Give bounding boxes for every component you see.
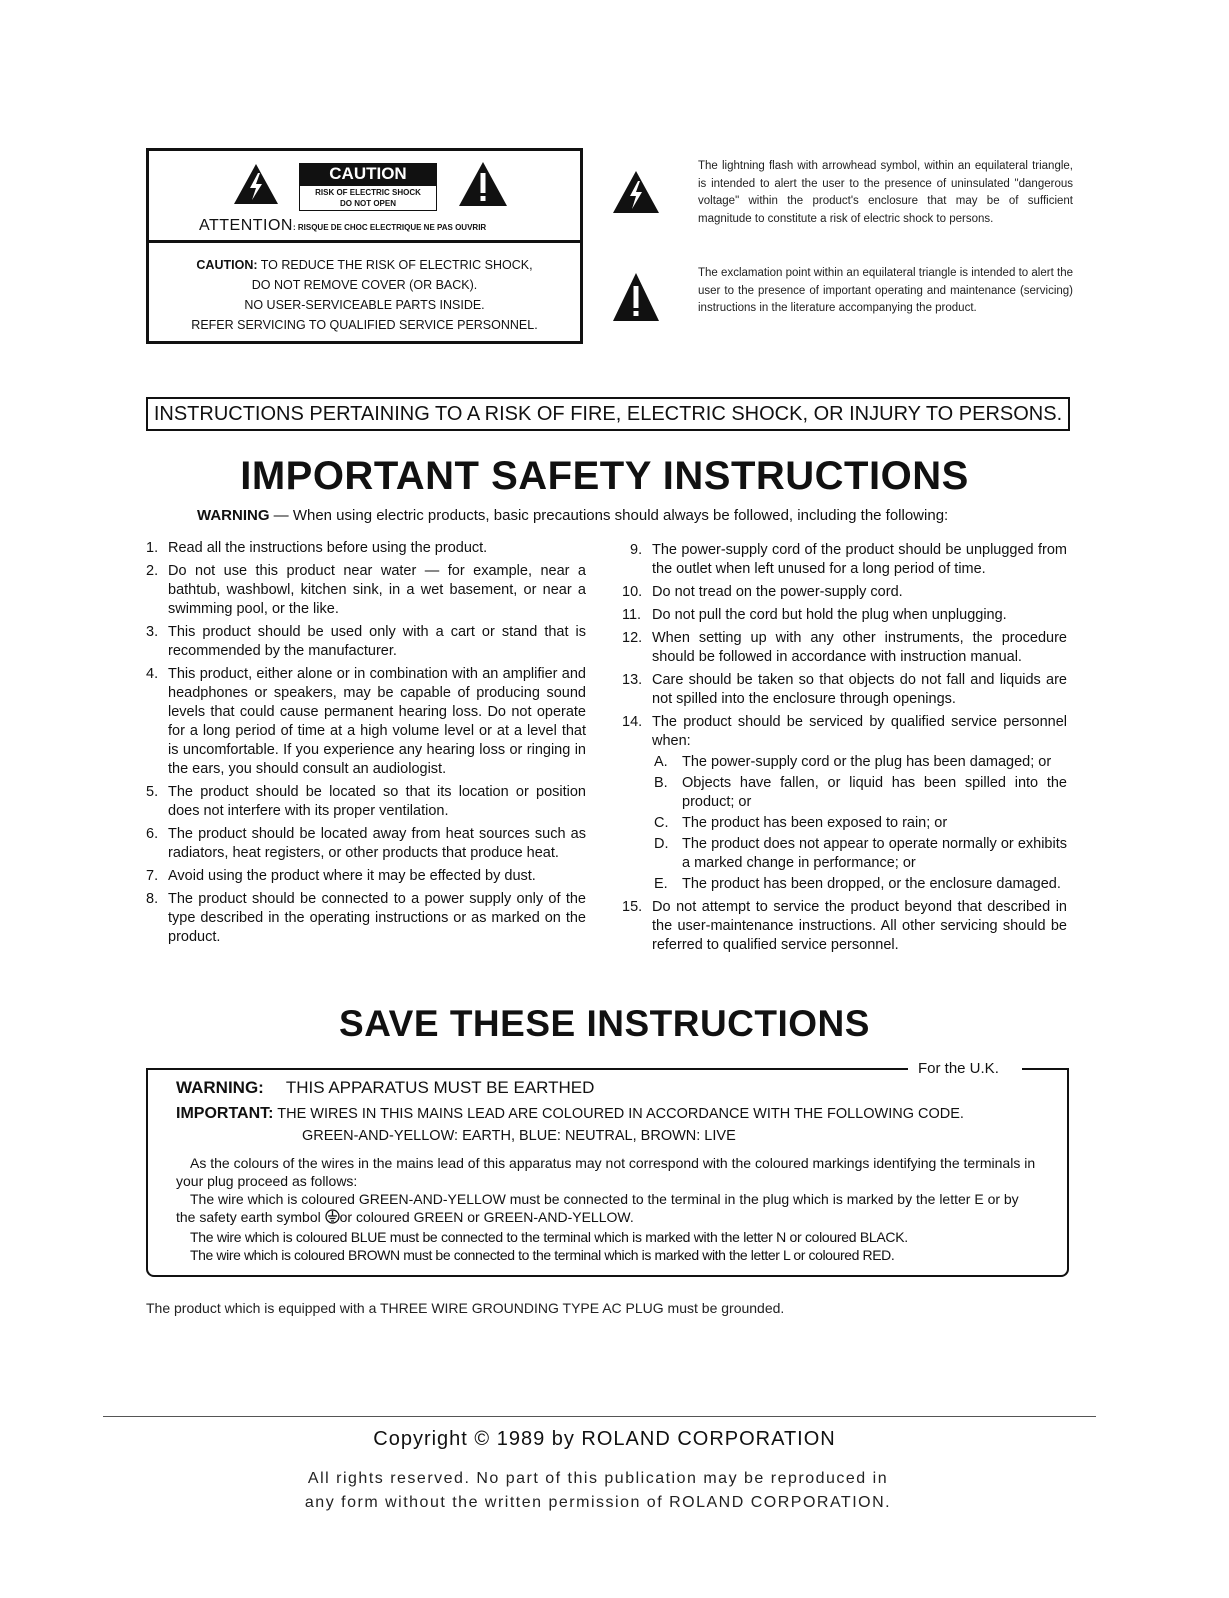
uk-paragraph: The wire which is coloured GREEN-AND-YELLOW must be connected to the terminal in the plug which is marked by the letter E or by the safety earth symbol or coloured GREEN or GREEN-AND-YELLOW. — [176, 1191, 1019, 1225]
divider — [103, 1416, 1096, 1417]
instruction-item: 14. The product should be serviced by qualified service personnel when: A. The power-supply cord or the plug has been damaged; or B. Objects have fallen, or liquid has been spilled into the product; or C. The product has been exposed to rain; or D. The product does not appear to operate normally or exhibits a marked change in performance; or E. The product has been dropped, or the enclosure damaged. — [622, 714, 1067, 892]
grounding-note: The product which is equipped with a THREE WIRE GROUNDING TYPE AC PLUG must be grounded. — [146, 1300, 785, 1316]
caution-text: CAUTION: TO REDUCE THE RISK OF ELECTRIC SHOCK, DO NOT REMOVE COVER (OR BACK). NO USER-SERVICEABLE PARTS INSIDE. REFER SERVICING TO QUALIFIED SERVICE PERSONNEL. — [191, 258, 538, 332]
instructions-right-column — [622, 541, 1067, 959]
instruction-item: 3. This product should be used only with a cart or stand that is recommended by the manufacturer. — [146, 624, 586, 659]
caution-sublabel: RISK OF ELECTRIC SHOCK DO NOT OPEN — [299, 185, 437, 211]
uk-paragraph: As the colours of the wires in the mains lead of this apparatus may not correspond with the coloured markings identifying the terminals in your plug proceed as follows: — [176, 1155, 1036, 1189]
instruction-item: 12. When setting up with any other instruments, the procedure should be followed in accordance with instruction manual. — [622, 630, 1067, 665]
sub-item: A. The power-supply cord or the plug has been damaged; or — [654, 754, 1052, 770]
attention-line: ATTENTION: RISQUE DE CHOC ELECTRIQUE NE PAS OUVRIR — [199, 217, 487, 234]
lightning-symbol-description: The lightning flash with arrowhead symbol, within an equilateral triangle, is intended to alert the user to the presence of uninsulated "dangerous voltage" within the product's enclosure that may be of sufficient magnitude to constitute a risk of electric shock to persons. — [698, 160, 1073, 225]
earth-symbol-icon — [325, 1209, 340, 1224]
instruction-item: 5. The product should be located so that its location or position does not interfere with its proper ventilation. — [146, 784, 586, 819]
exclamation-warning-icon — [458, 161, 508, 207]
instruction-item: 8. The product should be connected to a power supply only of the type described in the operating instructions or as marked on the product. — [146, 891, 586, 945]
warning-line: WARNING — When using electric products, basic precautions should always be followed, including the following: — [197, 507, 949, 524]
uk-warning: WARNING: THIS APPARATUS MUST BE EARTHED — [176, 1078, 595, 1097]
instruction-item: 9. The power-supply cord of the product should be unplugged from the outlet when left unused for a long period of time. — [630, 542, 1067, 577]
save-instructions-title: SAVE THESE INSTRUCTIONS — [339, 1003, 870, 1044]
instruction-item: 4. This product, either alone or in combination with an amplifier and headphones or speakers, may be capable of producing sound levels that could cause permanent hearing loss. Do not operate for a long period of time at a high volume level or at a level that is uncomfortable. If you experience any hearing loss or ringing in the ears, you should consult an audiologist. — [146, 666, 586, 777]
fire-risk-banner: INSTRUCTIONS PERTAINING TO A RISK OF FIRE, ELECTRIC SHOCK, OR INJURY TO PERSONS. — [146, 397, 1070, 431]
exclamation-symbol-icon — [612, 272, 660, 322]
lightning-warning-icon — [233, 163, 279, 205]
instruction-item: 1. Read all the instructions before using the product. — [146, 540, 488, 556]
copyright-line: Copyright © 1989 by ROLAND CORPORATION — [373, 1428, 836, 1450]
sub-item: D. The product does not appear to operate normally or exhibits a marked change in performance; or — [654, 836, 1067, 871]
page-title: IMPORTANT SAFETY INSTRUCTIONS — [240, 454, 969, 498]
instruction-item: 10. Do not tread on the power-supply cord. — [622, 584, 903, 600]
uk-important: IMPORTANT: THE WIRES IN THIS MAINS LEAD ARE COLOURED IN ACCORDANCE WITH THE FOLLOWING CODE. — [176, 1105, 964, 1122]
instruction-item: 6. The product should be located away from heat sources such as radiators, heat registers, or other products that produce heat. — [146, 826, 586, 861]
sub-item: C. The product has been exposed to rain; or — [654, 815, 948, 831]
rights-notice: All rights reserved. No part of this publication may be reproduced in any form without the written permission of ROLAND CORPORATION. — [304, 1470, 892, 1511]
uk-paragraph: The wire which is coloured BROWN must be connected to the terminal which is marked with the letter L or coloured RED. — [190, 1247, 895, 1263]
uk-label: For the U.K. — [918, 1060, 999, 1077]
sub-item: B. Objects have fallen, or liquid has been spilled into the product; or — [654, 775, 1067, 810]
instruction-item: 11. Do not pull the cord but hold the plug when unplugging. — [622, 607, 1007, 623]
exclamation-symbol-description: The exclamation point within an equilateral triangle is intended to alert the user to the presence of important operating and maintenance (servicing) instructions in the literature accompanying the product. — [698, 267, 1073, 314]
lightning-symbol-icon — [612, 170, 660, 214]
caution-label-header — [149, 151, 580, 243]
uk-paragraph: The wire which is coloured BLUE must be connected to the terminal which is marked with the letter N or coloured BLACK. — [190, 1229, 908, 1245]
caution-label: CAUTION — [299, 163, 437, 185]
sub-item: E. The product has been dropped, or the enclosure damaged. — [654, 876, 1061, 892]
caution-label-box — [146, 148, 583, 344]
instruction-item: 2. Do not use this product near water — for example, near a bathtub, washbowl, kitchen sink, in a wet basement, or near a swimming pool, or the like. — [146, 563, 586, 617]
instruction-item: 13. Care should be taken so that objects do not fall and liquids are not spilled into the enclosure through openings. — [622, 672, 1067, 707]
instruction-item: 7. Avoid using the product where it may be effected by dust. — [146, 868, 536, 884]
uk-wire-codes: GREEN-AND-YELLOW: EARTH, BLUE: NEUTRAL, BROWN: LIVE — [302, 1128, 736, 1144]
instruction-item: 15. Do not attempt to service the product beyond that described in the user-maintenance instructions. All other servicing should be referred to qualified service personnel. — [622, 899, 1067, 953]
instructions-left-column — [146, 539, 586, 951]
